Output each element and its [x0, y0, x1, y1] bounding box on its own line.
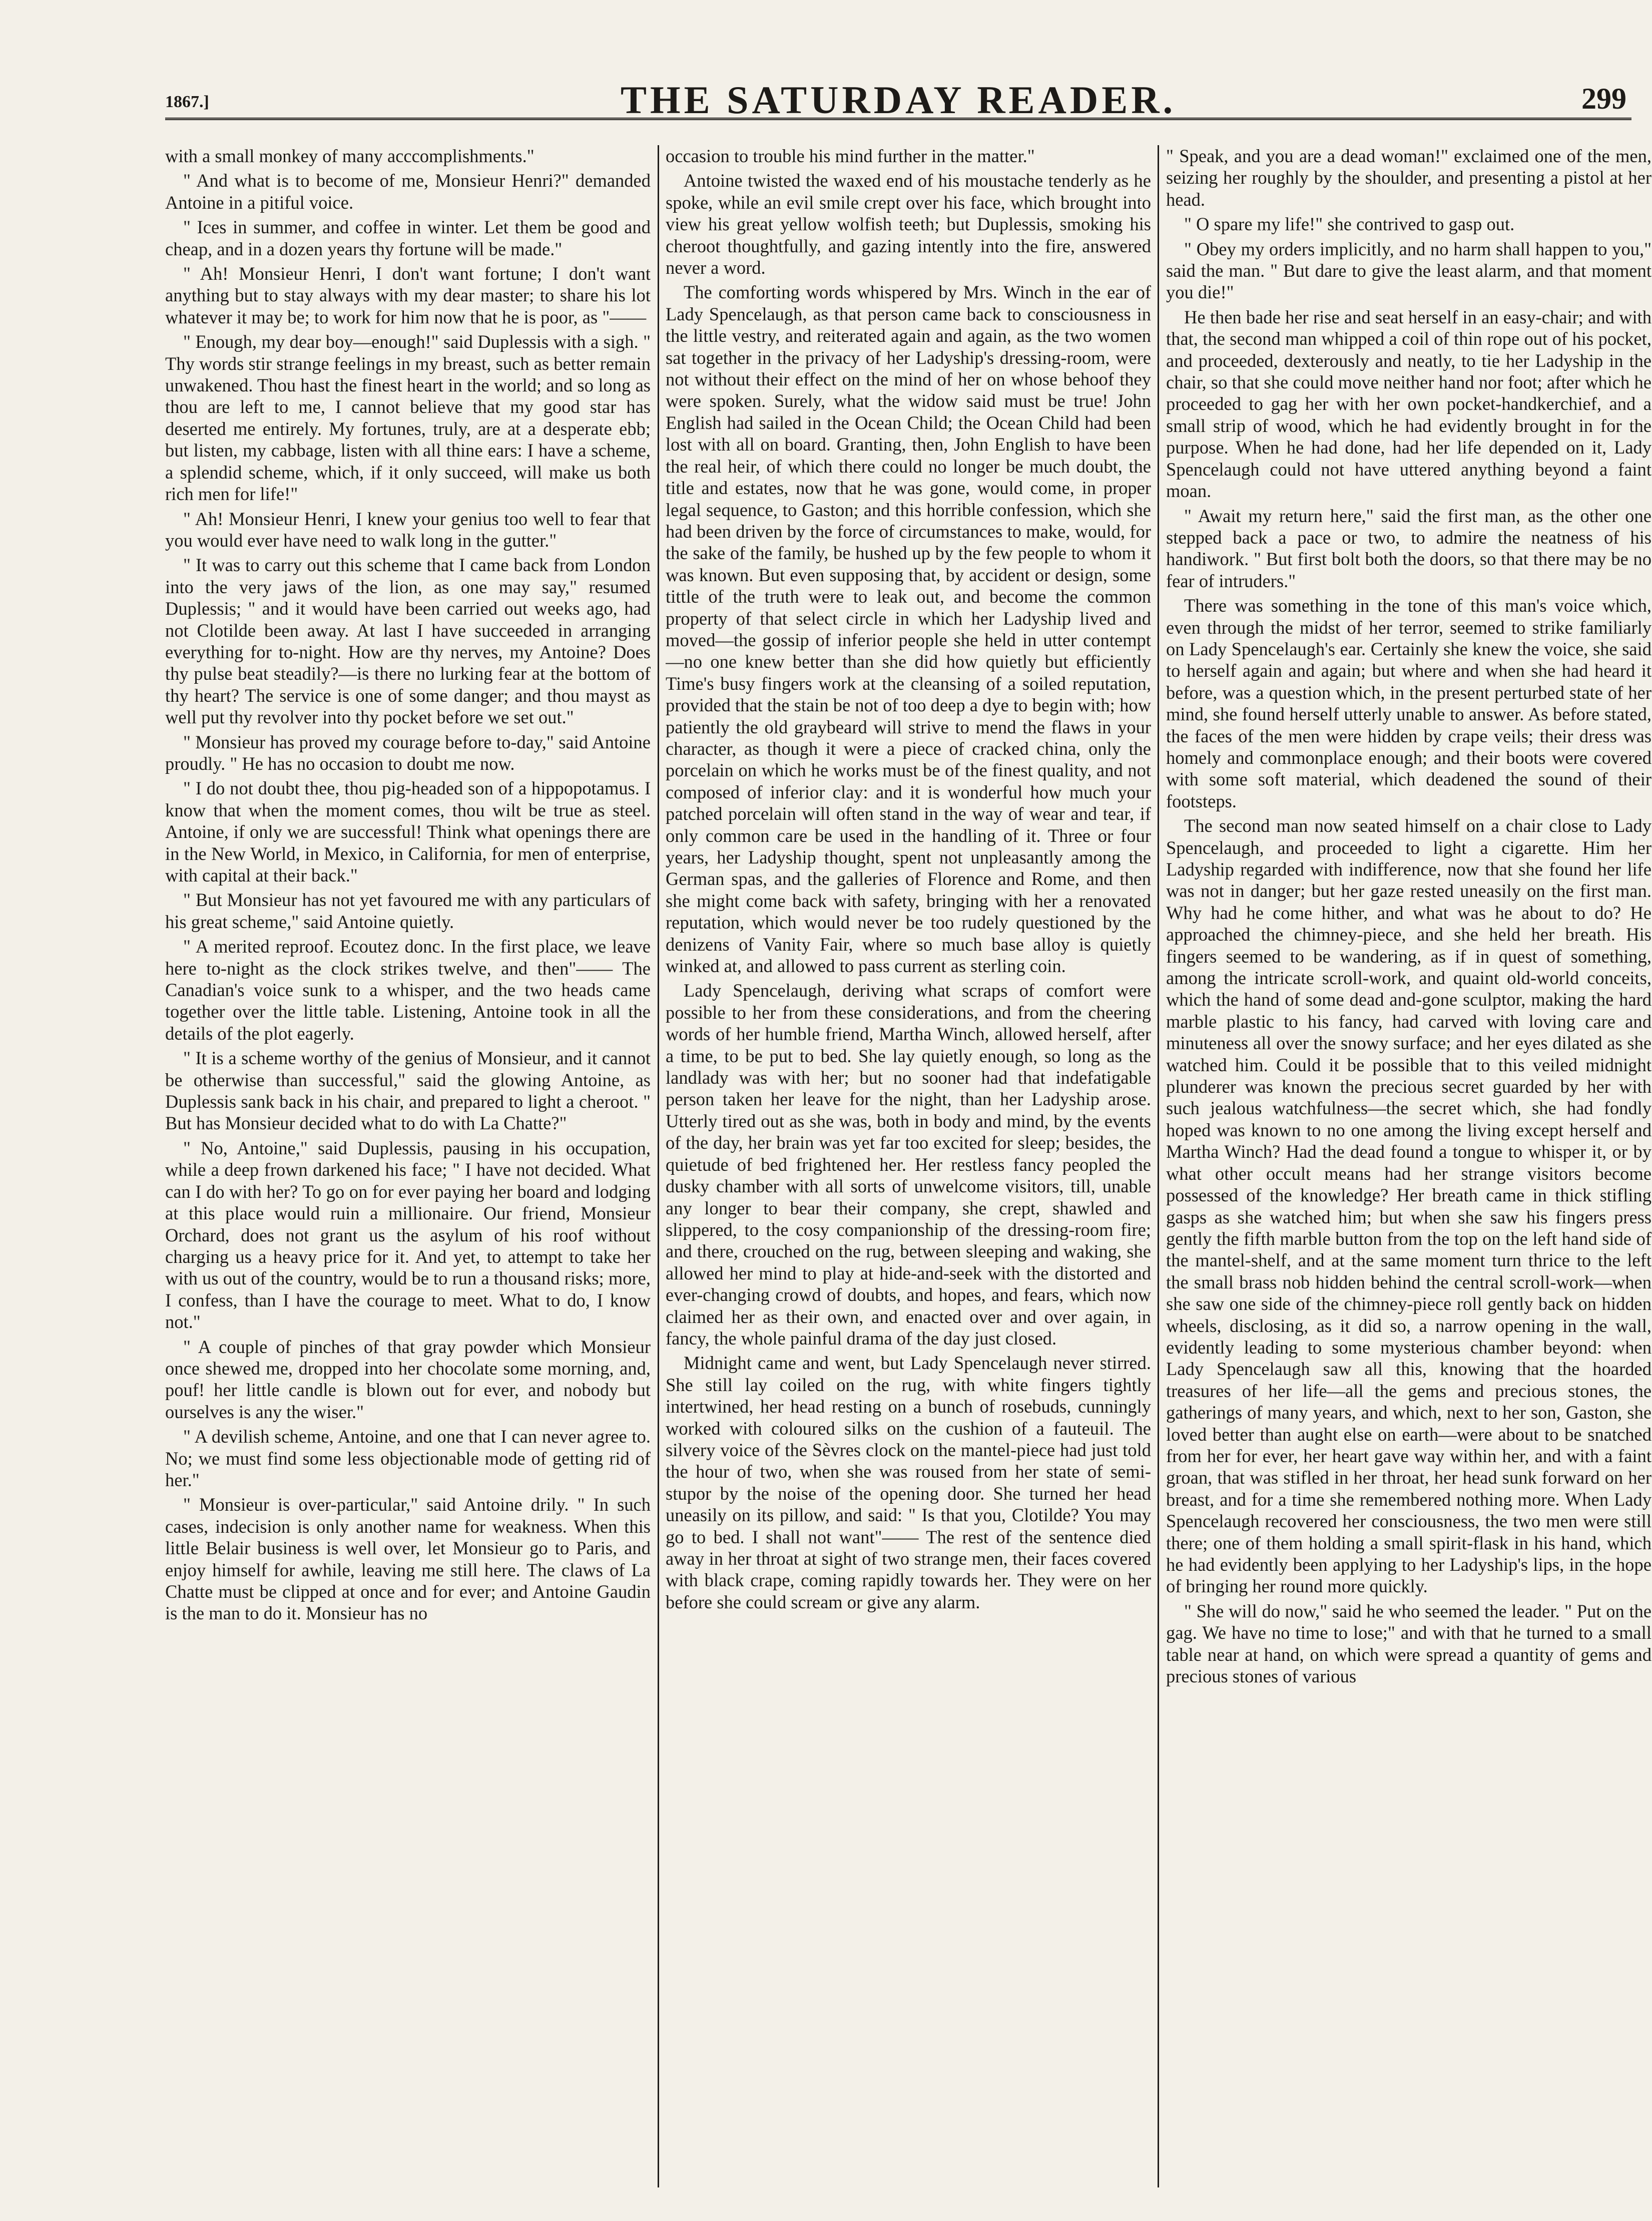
text-column-2: [666, 145, 1151, 2187]
paragraph: " Monsieur is over-particular," said Antoine drily. " In such cases, indecision is only another name for weakness. When this little Belair business is well over, let Monsieur go to Paris, and enjoy himself for awhile, leaving me still here. The claws of La Chatte must be clipped at once and for ever; and Antoine Gaudin is the man to do it. Monsieur has no: [165, 1494, 651, 1624]
paragraph: Lady Spencelaugh, deriving what scraps of comfort were possible to her from these considerations, and from the cheering words of her humble friend, Martha Winch, allowed herself, after a time, to be put to bed. She lay quietly enough, so long as the landlady was with her; but no sooner had that indefatigable person taken her leave for the night, than her Ladyship arose. Utterly tired out as she was, both in body and mind, by the events of the day, her brain was yet far too excited for sleep; besides, the quietude of bed frightened her. Her restless fancy peopled the dusky chamber with all sorts of unwelcome visitors, till, unable any longer to bear their company, she crept, shawled and slippered, to the cosy companionship of the dressing-room fire; and there, crouched on the rug, between sleeping and waking, she allowed her mind to play at hide-and-seek with the distorted and ever-changing crowd of doubts, and hopes, and fears, which now claimed her as their own, and enacted over and over again, in fancy, the whole painful drama of the day just closed.: [666, 980, 1151, 1349]
paragraph: Midnight came and went, but Lady Spencelaugh never stirred. She still lay coiled on the rug, with white fingers tightly intertwined, her head resting on a bunch of rosebuds, cunningly worked with coloured silks on the cushion of a fauteuil. The silvery voice of the Sèvres clock on the mantel-piece had just told the hour of two, when she was roused from her state of semi-stupor by the noise of the opening door. She turned her head uneasily on its pillow, and said: " Is that you, Clotilde? You may go to bed. I shall not want"—— The rest of the sentence died away in her throat at sight of two strange men, their faces covered with black crape, coming rapidly towards her. They were on her before she could scream or give any alarm.: [666, 1353, 1151, 1612]
page-number: 299: [1581, 82, 1626, 115]
paragraph: " She will do now," said he who seemed the leader. " Put on the gag. We have no time to lose;" and with that he turned to a small table near at hand, on which were spread a quantity of gems and precious stones of various: [1166, 1600, 1651, 1687]
paragraph: " Ah! Monsieur Henri, I knew your genius too well to fear that you would ever have need to walk long in the gutter.": [165, 508, 651, 551]
paragraph: " Await my return here," said the first man, as the other one stepped back a pace or two, to admire the neatness of his handiwork. " But first bolt both the doors, so that there may be no fear of intruders.": [1166, 505, 1651, 591]
page-header: [165, 73, 1631, 120]
text-column-1: [165, 145, 651, 2187]
paragraph: " I do not doubt thee, thou pig-headed son of a hippopotamus. I know that when the moment comes, thou wilt be true as steel. Antoine, if only we are successful! Think what openings there are in the New World, in Mexico, in California, for men of enterprise, with capital at their back.": [165, 778, 651, 885]
paragraph: " A couple of pinches of that gray powder which Monsieur once shewed me, dropped into her chocolate some morning, and, pouf! her little candle is blown out for ever, and nobody but ourselves is any the wiser.": [165, 1336, 651, 1422]
header-year: 1867.]: [165, 93, 209, 111]
paragraph: " Speak, and you are a dead woman!" exclaimed one of the men, seizing her roughly by the shoulder, and presenting a pistol at her head.: [1166, 146, 1651, 210]
paragraph: Antoine twisted the waxed end of his moustache tenderly as he spoke, while an evil smile crept over his face, which brought into view his great yellow wolfish teeth; but Duplessis, smoking his cheroot thoughtfully, and gazing intently into the fire, answered never a word.: [666, 170, 1151, 278]
paragraph: occasion to trouble his mind further in the matter.": [666, 146, 1035, 166]
paragraph: " It was to carry out this scheme that I came back from London into the very jaws of the lion, as one may say," resumed Duplessis; " and it would have been carried out weeks ago, had not Clotilde been away. At last I have succeeded in arranging everything for to-night. How are thy nerves, my Antoine? Does thy pulse beat steadily?—is there no lurking fear at the bottom of thy heart? The service is one of some danger; and thou mayst as well put thy revolver into thy pocket before we set out.": [165, 555, 651, 728]
column-divider: [1158, 145, 1159, 2187]
paragraph: The second man now seated himself on a chair close to Lady Spencelaugh, and proceeded to light a cigarette. Him her Ladyship regarded with indifference, now that she found her life was not in danger; but her gaze rested uneasily on the first man. Why had he come hither, and what was he about to do? He approached the chimney-piece, and she held her breath. His fingers seemed to be wandering, as if in quest of something, among the intricate scroll-work, and quaint old-world conceits, which the hand of some dead and-gone sculptor, making the hard marble plastic to his fancy, had carved with loving care and minuteness all over the snowy surface; and her eyes dilated as she watched him. Could it be possible that to this veiled midnight plunderer was known the precious secret guarded by her with such jealous watchfulness—the secret which, she had fondly hoped was known to no one among the living except herself and Martha Winch? Had the dead found a tongue to whisper it, or by what other occult means had her strange visitors become possessed of the knowledge? Her breath came in thick stifling gasps as she watched him; but when she saw his fingers press gently the fifth marble button from the top on the left hand side of the mantel-shelf, and at the same moment turn thrice to the left the small brass nob hidden behind the central scroll-work—when she saw one side of the chimney-piece roll gently back on hidden wheels, disclosing, as it did so, a narrow opening in the wall, evidently leading to some mysterious chamber beyond: when Lady Spencelaugh saw all this, knowing that the hoarded treasures of her life—all the gems and precious stones, the gatherings of many years, and which, next to her son, Gaston, she loved better than aught else on earth—were about to be snatched from her for ever, her heart gave way within her, and with a faint groan, that was stifled in her throat, her head sunk forward on her breast, and for a time she remembered nothing more. When Lady Spencelaugh recovered her consciousness, the two men were still there; one of them holding a small spirit-flask in his hand, which he had evidently been applying to her Ladyship's lips, in the hope of bringing her round more quickly.: [1166, 815, 1651, 1597]
paragraph: " But Monsieur has not yet favoured me with any particulars of his great scheme," said Antoine quietly.: [165, 890, 651, 932]
paragraph: The comforting words whispered by Mrs. Winch in the ear of Lady Spencelaugh, as that person came back to consciousness in the little vestry, and reiterated again and again, as the two women sat together in the privacy of her Ladyship's dressing-room, were not without their effect on the mind of her on whose behoof they were spoken. Surely, what the widow said must be true! John English had sailed in the Ocean Child; the Ocean Child had been lost with all on board. Granting, then, John English to have been the real heir, of which there could no longer be much doubt, the title and estates, now that he was gone, would come, in proper legal sequence, to Gaston; and this horrible confession, which she had been driven by the force of circumstances to make, would, for the sake of the family, be hushed up by the few people to whom it was known. But even supposing that, by accident or design, some tittle of the truth were to leak out, and become the common property of that select circle in which her Ladyship lived and moved—the gossip of inferior people she held in utter contempt—no one knew better than she did how quietly but efficiently Time's busy fingers work at the cleansing of a soiled reputation, provided that the stain be not of too deep a dye to begin with; how patiently the old graybeard will strive to mend the flaws in your character, as though it were a piece of cracked china, only the porcelain on which he works must be of the finest quality, and not composed of inferior clay: and it is wonderful how much your patched porcelain will often stand in the way of wear and tear, if only common care be used in the handling of it. Three or four years, her Ladyship thought, spent not unpleasantly among the German spas, and the galleries of Florence and Rome, and then she might come back with safety, bringing with her a renovated reputation, which would never be too rudely questioned by the denizens of Vanity Fair, where so much base alloy is quietly winked at, and allowed to pass current as sterling coin.: [666, 282, 1151, 977]
paragraph: " Monsieur has proved my courage before to-day," said Antoine proudly. " He has no occasion to doubt me now.: [165, 731, 651, 774]
paragraph: " O spare my life!" she contrived to gasp out.: [1184, 214, 1515, 235]
paragraph: " A devilish scheme, Antoine, and one that I can never agree to. No; we must find some less objectionable mode of getting rid of her.": [165, 1426, 651, 1490]
paragraph: " Obey my orders implicitly, and no harm shall happen to you," said the man. " But dare to give the least alarm, and that moment you die!": [1166, 238, 1651, 303]
paragraph: " No, Antoine," said Duplessis, pausing in his occupation, while a deep frown darkened his face; " I have not decided. What can I do with her? To go on for ever paying her board and lodging at this place would ruin a millionaire. Our friend, Monsieur Orchard, does not grant us the asylum of his roof without charging us a heavy price for it. And yet, to attempt to take her with us out of the country, would be to run a thousand risks; more, I confess, than I have the courage to meet. What to do, I know not.": [165, 1137, 651, 1332]
paragraph: " Enough, my dear boy—enough!" said Duplessis with a sigh. " Thy words stir strange feelings in my breast, such as better remain unwakened. Thou hast the finest heart in the world; and so long as thou are left to me, I cannot believe that my good star has deserted me entirely. My fortunes, truly, are at a desperate ebb; but listen, my cabbage, listen with all thine ears: I have a scheme, a splendid scheme, which, if it only succeed, will make us both rich men for life!": [165, 331, 651, 505]
paragraph: with a small monkey of many acccomplishments.": [165, 146, 534, 166]
paragraph: " A merited reproof. Ecoutez donc. In the first place, we leave here to-night as the clock strikes twelve, and then"—— The Canadian's voice sunk to a whisper, and the two heads came together over the little table. Listening, Antoine took in all the details of the plot eagerly.: [165, 936, 651, 1044]
column-divider: [658, 145, 659, 2187]
paragraph: There was something in the tone of this man's voice which, even through the midst of her terror, seemed to strike familiarly on Lady Spencelaugh's ear. Certainly she knew the voice, she said to herself again and again; but where and when she had heard it before, was a question which, in the present perturbed state of her mind, she found herself utterly unable to answer. As before stated, the faces of the men were hidden by crape veils; their dress was homely and commonplace enough; and their boots were covered with some soft material, which deadened the sound of their footsteps.: [1166, 595, 1651, 811]
text-column-3: [1166, 145, 1651, 2187]
paragraph: " Ices in summer, and coffee in winter. Let them be good and cheap, and in a dozen years thy fortune will be made.": [165, 217, 651, 259]
paragraph: " It is a scheme worthy of the genius of Monsieur, and it cannot be otherwise than successful," said the glowing Antoine, as Duplessis sank back in his chair, and prepared to light a cheroot. " But has Monsieur decided what to do with La Chatte?": [165, 1048, 651, 1134]
paragraph: He then bade her rise and seat herself in an easy-chair; and with that, the second man whipped a coil of thin rope out of his pocket, and proceeded, dexterously and neatly, to tie her Ladyship in the chair, so that she could move neither hand nor foot; after which he proceeded to gag her with her own pocket-handkerchief, and a small strip of wood, which he had evidently brought in for the purpose. When he had done, had her life depended on it, Lady Spencelaugh could not have uttered anything beyond a faint moan.: [1166, 306, 1651, 502]
paragraph: " Ah! Monsieur Henri, I don't want fortune; I don't want anything but to stay always with my dear master; to share his lot whatever it may be; to work for him now that he is poor, as "——: [165, 263, 651, 327]
paragraph: " And what is to become of me, Monsieur Henri?" demanded Antoine in a pitiful voice.: [165, 170, 651, 213]
masthead-title: THE SATURDAY READER.: [620, 78, 1177, 122]
